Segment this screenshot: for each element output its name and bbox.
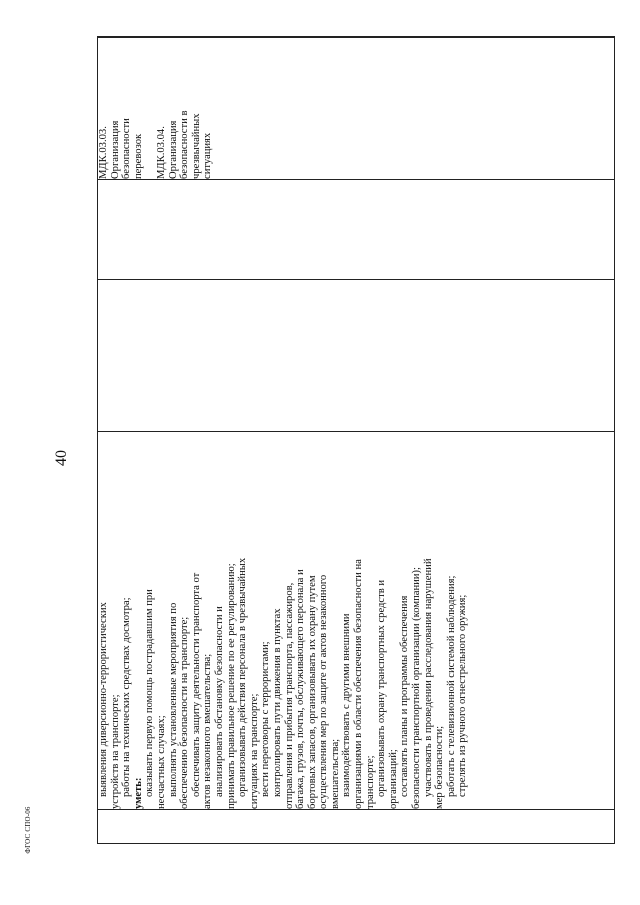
skill-line: работы на технических средствах досмотра; xyxy=(121,597,133,797)
table-row xyxy=(98,37,615,844)
skill-line: взаимодействовать с другими внешними xyxy=(341,613,353,797)
skill-line: отправления и прибытия транспорта, пассажиров, xyxy=(283,582,295,809)
skills-cell xyxy=(98,432,615,810)
page-number: 40 xyxy=(53,450,70,466)
skill-line: участвовать в проведении расследования нарушений xyxy=(422,558,434,797)
skill-line: контролировать пути движения в пунктах xyxy=(271,608,283,797)
skill-line: безопасности транспортной организации (компании); xyxy=(411,567,423,809)
footer-code: ФГОС СПО-06 xyxy=(24,806,32,854)
skill-line: багажа, грузов, почты, обслуживающего персонала и xyxy=(295,569,307,809)
mdk-block-2 xyxy=(156,38,214,179)
skill-line: работать с телевизионной системой наблюдения; xyxy=(445,575,457,797)
mdk-line: МДК.03.03. xyxy=(98,126,109,179)
skill-line: несчастных случаях; xyxy=(155,715,167,809)
index-cell xyxy=(98,810,615,844)
skill-line: вмешательства; xyxy=(329,738,341,809)
skill-line: мер безопасности; xyxy=(434,725,446,809)
skill-line: стрелять из ручного огнестрельного оружия; xyxy=(457,594,469,797)
mdk-line: чрезвычайных xyxy=(190,113,202,179)
competence-cell xyxy=(98,37,615,38)
mdk-line: перевозок xyxy=(132,133,144,179)
skill-line: бортовых запасов, организовывать их охрану путем xyxy=(306,575,318,809)
empty-cell xyxy=(98,180,615,280)
mdk-line: ситуациях xyxy=(202,132,214,179)
mdk-line: МДК.03.04. xyxy=(155,126,167,179)
mdk-line: Организация xyxy=(167,120,179,179)
hours-cell xyxy=(98,280,615,432)
skill-line: организовывать действия персонала в чрезвычайных xyxy=(237,557,249,797)
mdk-line: Организация xyxy=(109,120,121,179)
skill-line: уметь: xyxy=(132,777,144,809)
skill-line: выполнять установленные мероприятия по xyxy=(167,602,179,797)
skill-line: составлять планы и программы обеспечения xyxy=(399,595,411,797)
skill-line: организациями в области обеспечения безопасности на xyxy=(353,559,365,809)
skill-line: организовывать охрану транспортных средств и xyxy=(376,579,388,797)
skill-line: обеспечению безопасности на транспорте; xyxy=(179,616,191,809)
skill-line: анализировать обстановку безопасности и xyxy=(213,606,225,797)
skill-line: вести переговоры с террористами; xyxy=(260,641,272,797)
skill-line: ситуациях на транспорте; xyxy=(248,693,260,809)
skill-line: транспорте; xyxy=(364,755,376,809)
skill-line: выявления диверсионно-террористических xyxy=(98,602,109,797)
skill-line: осуществления мер по защите от актов незаконного xyxy=(318,574,330,809)
mdk-cell xyxy=(98,38,615,180)
skill-line: устройств на транспорте; xyxy=(109,694,121,809)
mdk-line: безопасности в xyxy=(179,110,191,179)
competence-table xyxy=(97,36,615,844)
skill-line: организаций; xyxy=(387,749,399,809)
skills-list xyxy=(98,432,469,809)
rotated-table-wrapper xyxy=(97,38,615,844)
skill-line: оказывать первую помощь пострадавшим при xyxy=(144,589,156,797)
mdk-block-1 xyxy=(98,38,144,179)
mdk-gap xyxy=(144,38,156,179)
mdk-line: безопасности xyxy=(121,118,133,179)
skill-line: принимать правильное решение по ее регулированию; xyxy=(225,563,237,809)
skill-line: обеспечивать защиту деятельности транспорта от xyxy=(190,572,202,797)
rotated-page-content xyxy=(97,38,615,844)
skill-line: актов незаконного вмешательства; xyxy=(202,653,214,809)
